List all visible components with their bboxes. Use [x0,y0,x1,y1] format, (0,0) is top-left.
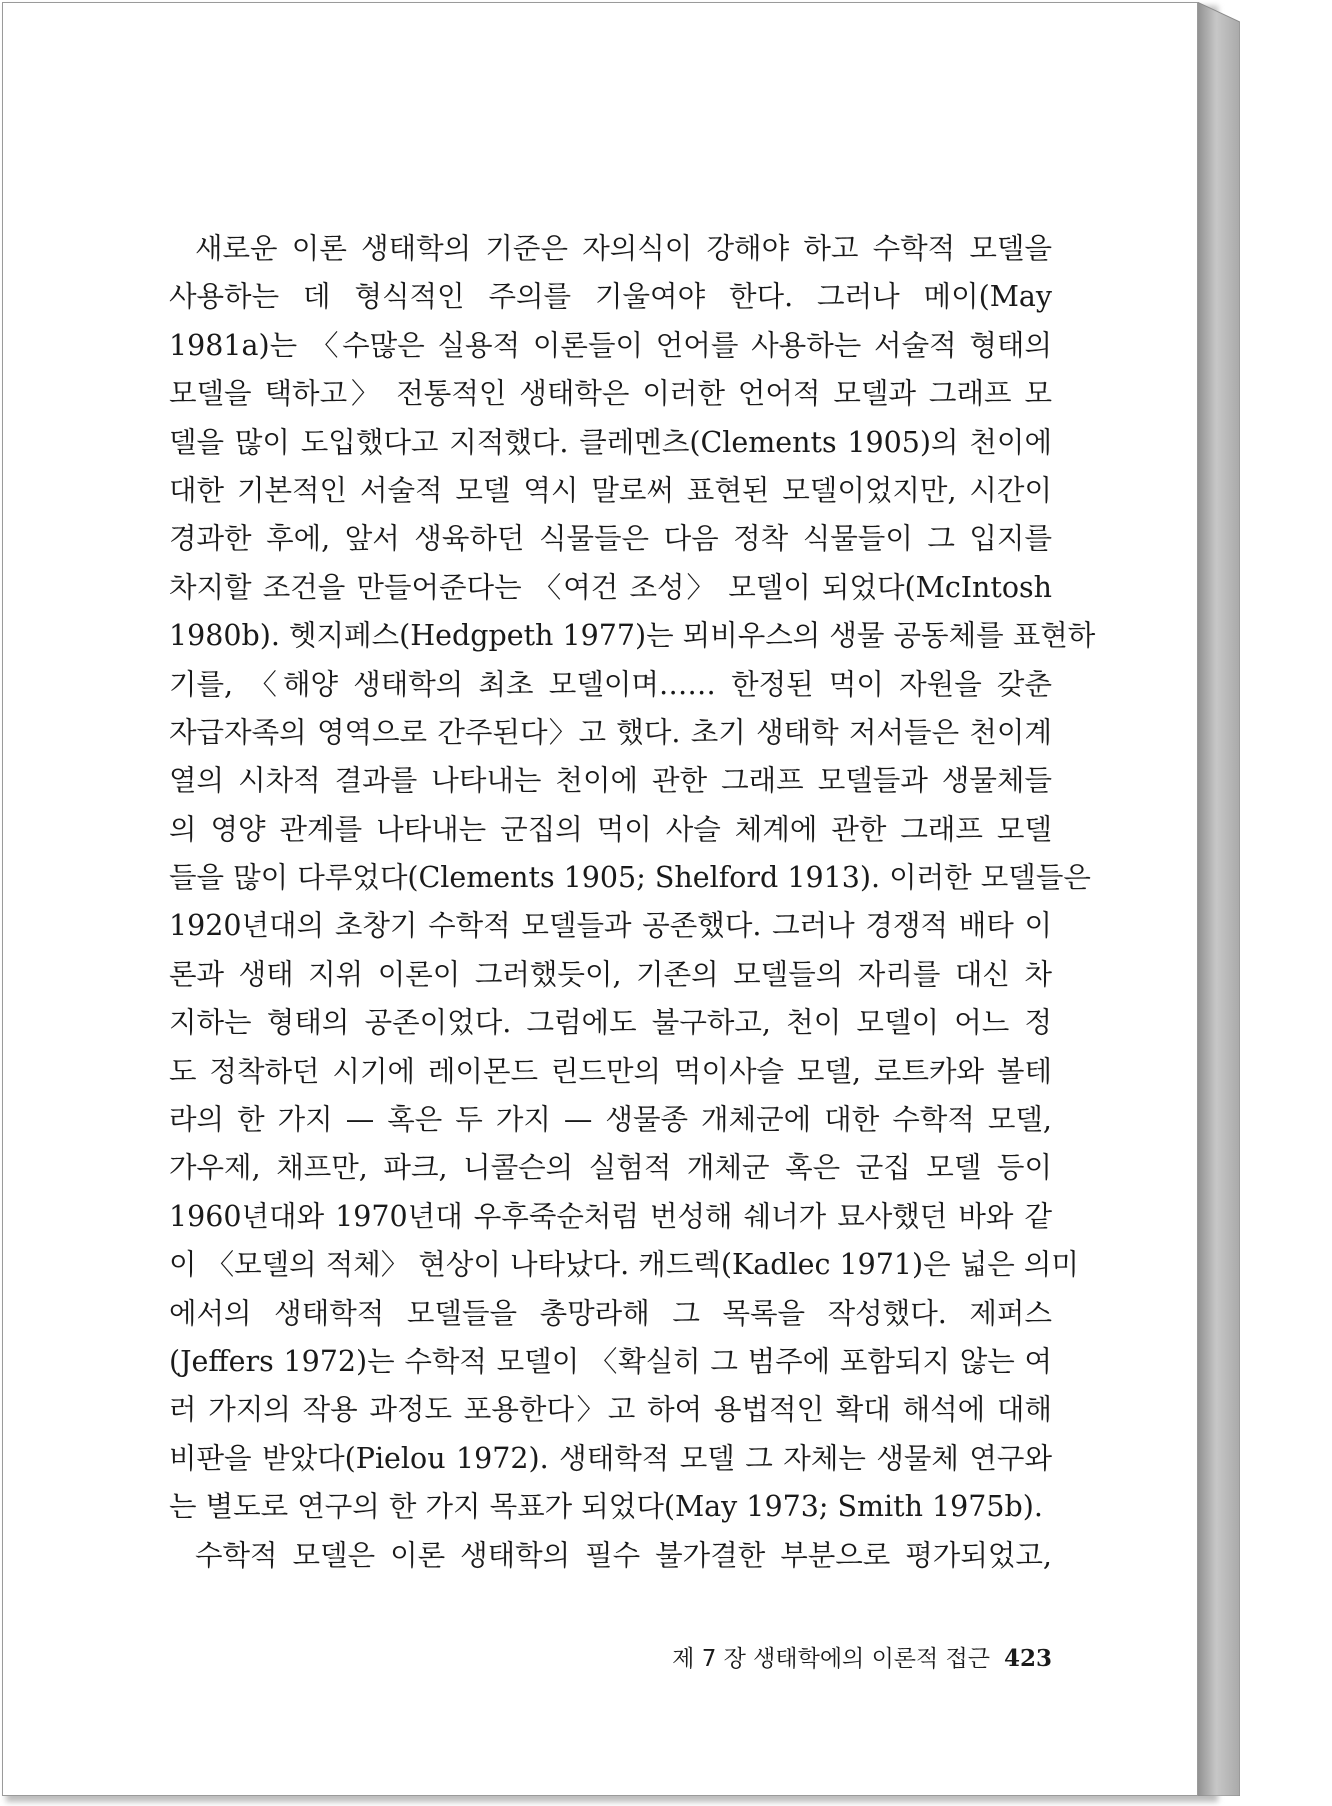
text-line: 열의 시차적 결과를 나타내는 천이에 관한 그래프 모델들과 생물체들 [169,764,1052,798]
text-line: 수학적 모델은 이론 생태학의 필수 불가결한 부분으로 평가되었고, [195,1538,1052,1572]
text-line: 모델을 택하고〉 전통적인 생태학은 이러한 언어적 모델과 그래프 모 [169,377,1052,411]
text-line: 도 정착하던 시기에 레이몬드 린드만의 먹이사슬 모델, 로트카와 볼테 [169,1054,1052,1088]
text-line: 1981a)는 〈수많은 실용적 이론들이 언어를 사용하는 서술적 형태의 [169,328,1052,362]
text-line: 비판을 받았다(Pielou 1972). 생태학적 모델 그 자체는 생물체 연구와 [169,1441,1052,1475]
text-line: 1980b). 헷지페스(Hedgpeth 1977)는 뫼비우스의 생물 공동체를 표현하 [169,619,1096,653]
text-line: 사용하는 데 형식적인 주의를 기울여야 한다. 그러나 메이(May [169,280,1052,314]
text-line: 1960년대와 1970년대 우후죽순처럼 번성해 쉐너가 묘사했던 바와 같 [169,1199,1052,1233]
text-line: 가우제, 채프만, 파크, 니콜슨의 실험적 개체군 혹은 군집 모델 등이 [169,1151,1052,1185]
page-edge [1197,2,1240,1796]
chapter-title: 제 7 장 생태학에의 이론적 접근 [672,1646,990,1672]
text-line: 대한 기본적인 서술적 모델 역시 말로써 표현된 모델이었지만, 시간이 [169,473,1052,507]
text-line: 론과 생태 지위 이론이 그러했듯이, 기존의 모델들의 자리를 대신 차 [169,957,1052,991]
text-line: 이 〈모델의 적체〉 현상이 나타났다. 캐드렉(Kadlec 1971)은 넓은 의미 [169,1248,1079,1282]
book-page [2,2,1198,1796]
text-line: 들을 많이 다루었다(Clements 1905; Shelford 1913). 이러한 모델들은 [169,861,1091,895]
text-line: 새로운 이론 생태학의 기준은 자의식이 강해야 하고 수학적 모델을 [195,232,1052,265]
page-number: 423 [1003,1645,1052,1672]
running-footer [653,1640,1052,1673]
body-text [169,225,1096,1580]
text-line: 기를, 〈해양 생태학의 최초 모델이며…… 한정된 먹이 자원을 갖춘 [169,667,1052,701]
text-line: 러 가지의 작용 과정도 포용한다〉고 하여 용법적인 확대 해석에 대해 [169,1393,1052,1427]
text-line: 자급자족의 영역으로 간주된다〉고 했다. 초기 생태학 저서들은 천이계 [169,715,1052,749]
text-line: 델을 많이 도입했다고 지적했다. 클레멘츠(Clements 1905)의 천이에 [169,425,1052,459]
text-line: (Jeffers 1972)는 수학적 모델이 〈확실히 그 범주에 포함되지 않는 여 [169,1344,1052,1378]
text-line: 1920년대의 초창기 수학적 모델들과 공존했다. 그러나 경쟁적 배타 이 [169,909,1052,943]
text-line: 차지할 조건을 만들어준다는 〈여건 조성〉 모델이 되었다(McIntosh [169,570,1052,604]
text-line: 는 별도로 연구의 한 가지 목표가 되었다(May 1973; Smith 1975b). [169,1490,1043,1524]
text-line: 경과한 후에, 앞서 생육하던 식물들은 다음 정착 식물들이 그 입지를 [169,522,1052,556]
text-line: 에서의 생태학적 모델들을 총망라해 그 목록을 작성했다. 제퍼스 [169,1296,1052,1330]
text-line: 지하는 형태의 공존이었다. 그럼에도 불구하고, 천이 모델이 어느 정 [169,1006,1052,1040]
text-line: 라의 한 가지 — 혹은 두 가지 — 생물종 개체군에 대한 수학적 모델, [169,1103,1052,1137]
text-line: 의 영양 관계를 나타내는 군집의 먹이 사슬 체계에 관한 그래프 모델 [169,812,1052,846]
